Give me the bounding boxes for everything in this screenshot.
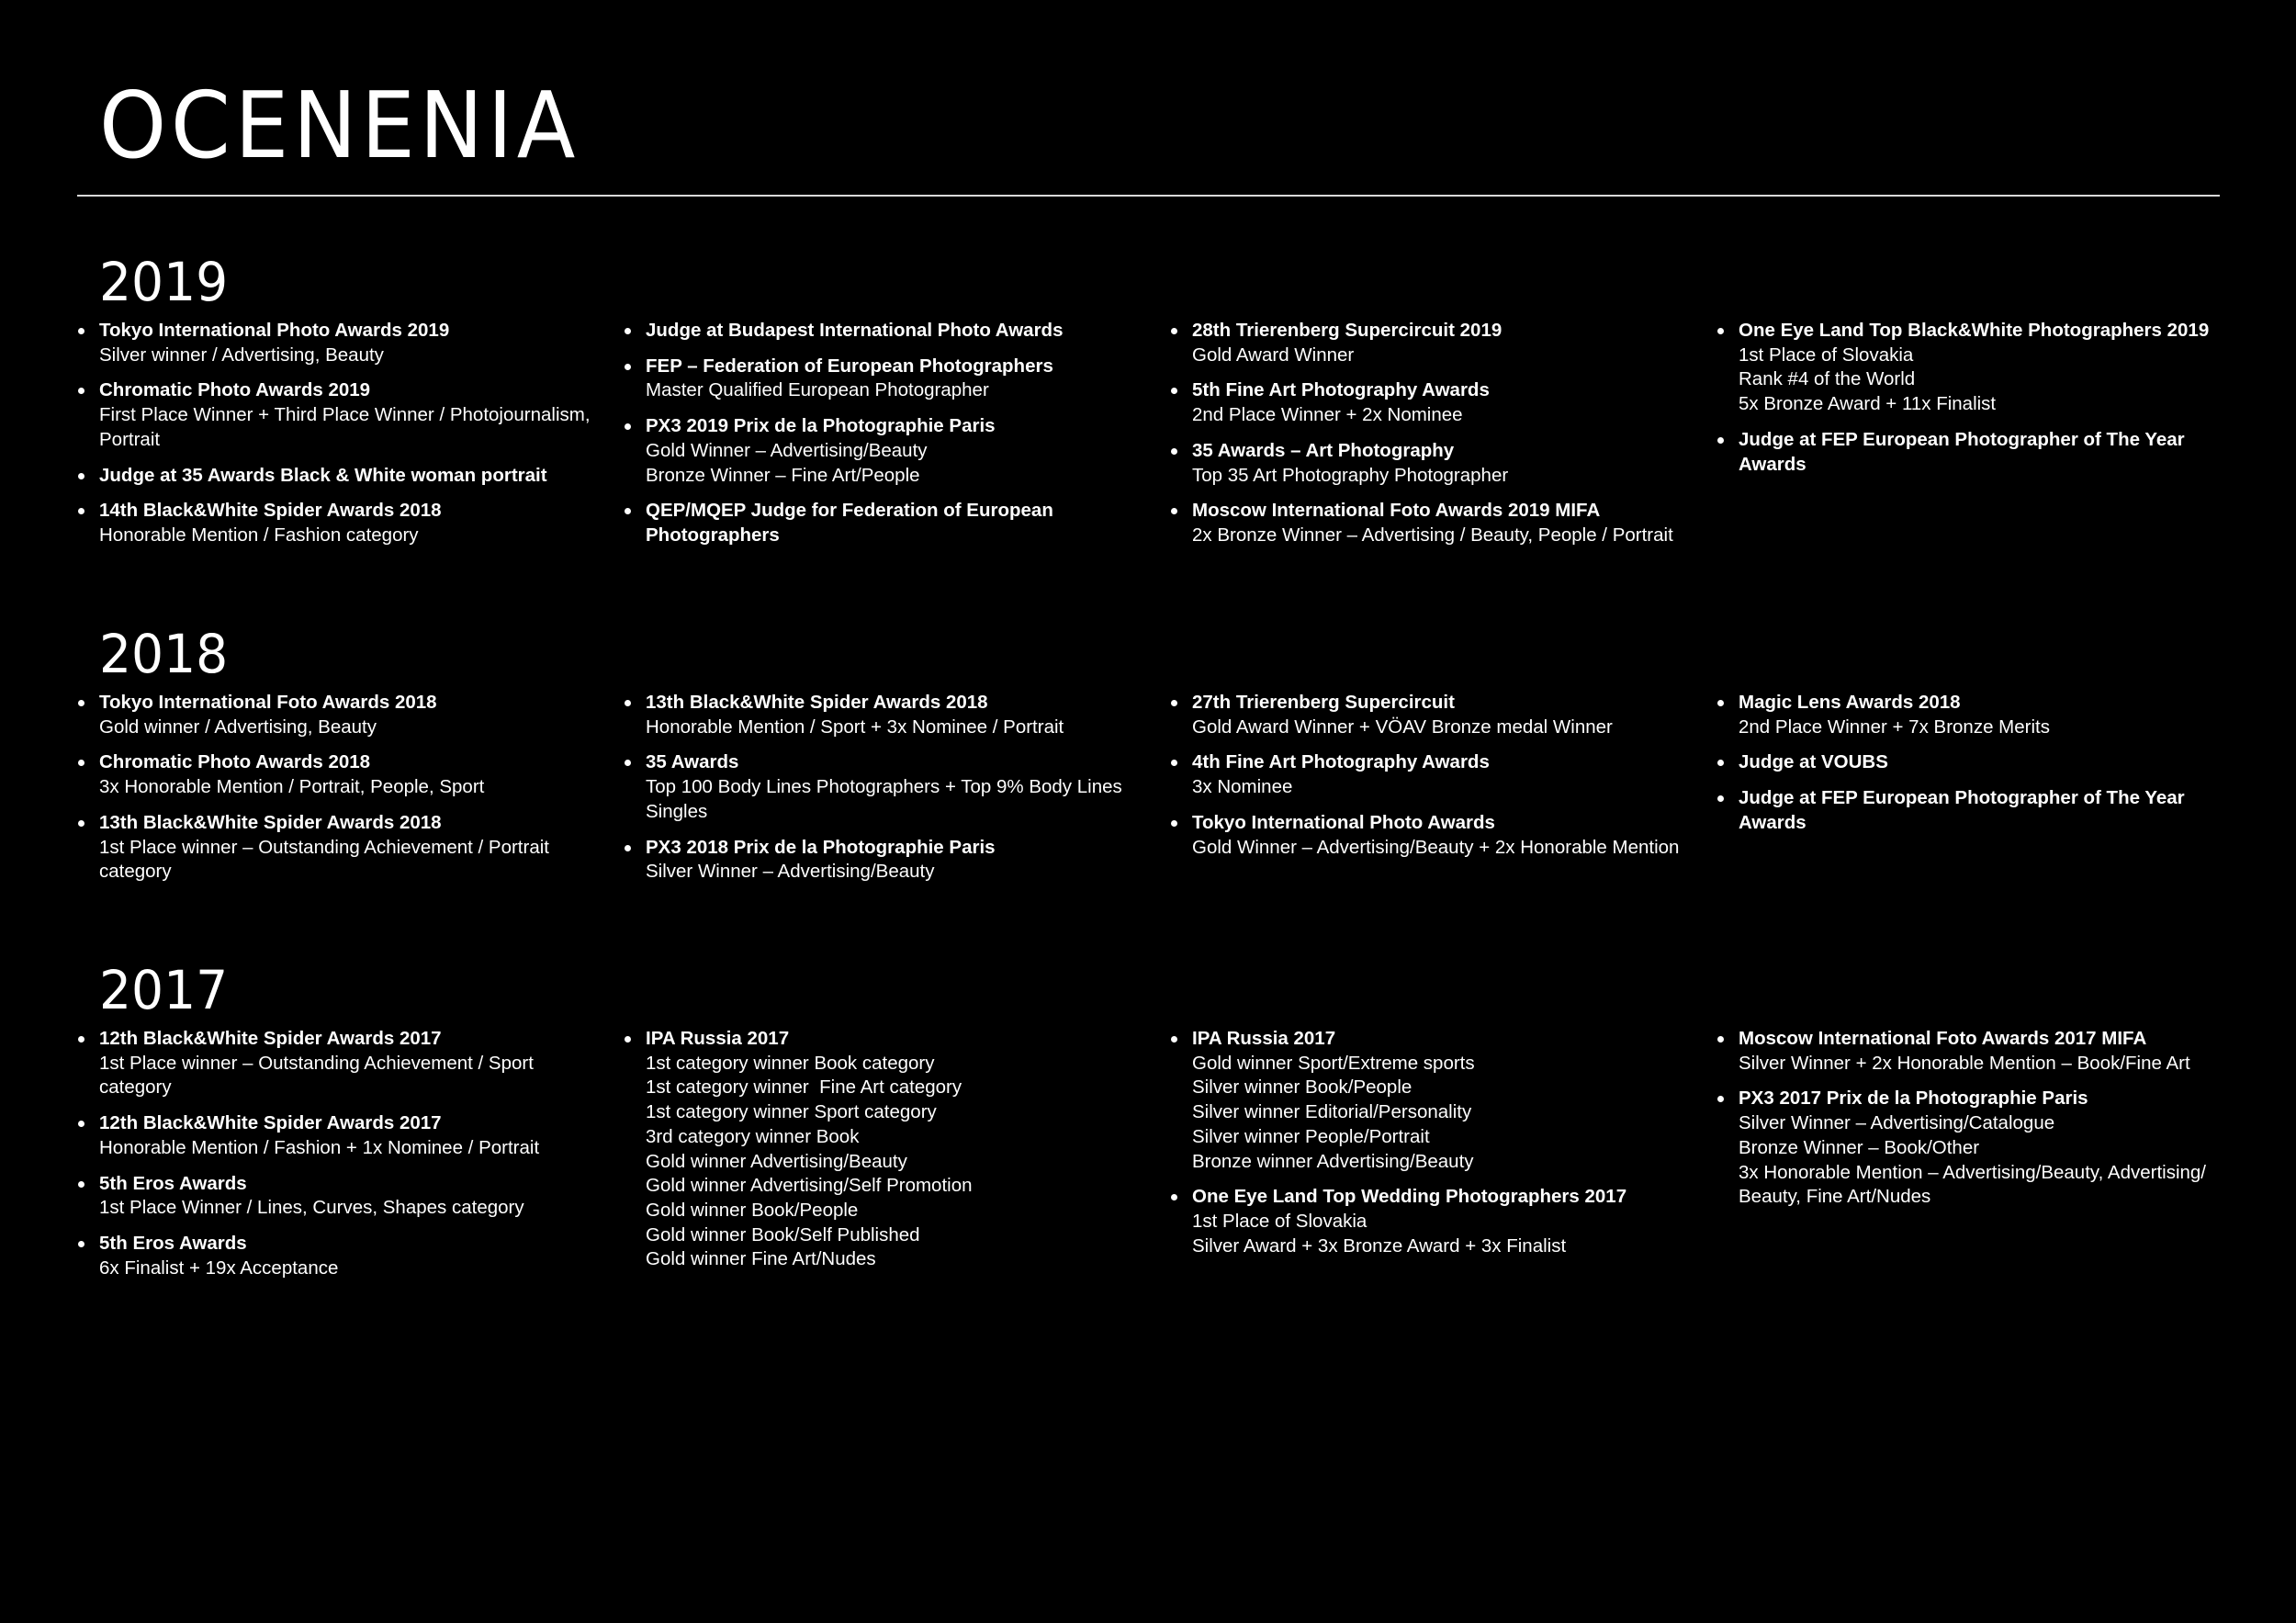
award-detail: 1st Place Winner / Lines, Curves, Shapes category — [99, 1197, 524, 1219]
award-detail: 2x Bronze Winner – Advertising / Beauty, People / Portrait — [1192, 524, 1673, 546]
award-entry — [1716, 1087, 2249, 1210]
award-detail: Silver Winner – Advertising/Beauty — [646, 861, 935, 883]
award-detail: Honorable Mention / Sport + 3x Nominee / Portrait — [646, 716, 1064, 738]
award-detail: 1st Place winner – Outstanding Achievement / Portrait category — [99, 836, 555, 883]
bullet-icon — [78, 473, 84, 479]
bullet-icon — [1717, 760, 1724, 766]
award-entry — [1170, 811, 1703, 860]
awards-column — [1716, 691, 2249, 847]
award-detail: Honorable Mention / Fashion category — [99, 524, 419, 546]
bullet-icon — [78, 760, 84, 766]
year-heading: 2018 — [99, 623, 229, 685]
award-entry — [1716, 691, 2249, 739]
bullet-icon — [1171, 388, 1177, 394]
award-title: PX3 2018 Prix de la Photographie Paris — [646, 836, 996, 858]
award-title: 5th Eros Awards — [99, 1172, 247, 1194]
year-heading: 2019 — [99, 251, 229, 313]
bullet-icon — [1171, 508, 1177, 514]
bullet-icon — [1171, 700, 1177, 706]
award-title: Chromatic Photo Awards 2018 — [99, 751, 371, 773]
bullet-icon — [78, 328, 84, 334]
award-title: Moscow International Foto Awards 2017 MIFA — [1739, 1028, 2147, 1049]
award-entry — [1170, 499, 1703, 547]
award-title: 28th Trierenberg Supercircuit 2019 — [1192, 320, 1503, 341]
award-title: Tokyo International Foto Awards 2018 — [99, 692, 437, 713]
award-entry — [77, 691, 610, 739]
award-entry — [624, 414, 1156, 488]
award-detail: Gold winner Sport/Extreme sports Silver winner Book/People Silver winner Editorial/Personality Silver winner People/Portrait Bronze winner Advertising/Beauty — [1192, 1052, 1475, 1172]
award-detail: Honorable Mention / Fashion + 1x Nominee / Portrait — [99, 1136, 540, 1158]
bullet-icon — [1171, 328, 1177, 334]
award-entry — [77, 1027, 610, 1100]
award-title: PX3 2019 Prix de la Photographie Paris — [646, 415, 996, 437]
award-detail: 6x Finalist + 19x Acceptance — [99, 1257, 339, 1279]
bullet-icon — [1171, 1194, 1177, 1200]
bullet-icon — [625, 700, 631, 706]
bullet-icon — [625, 760, 631, 766]
award-detail: Gold Winner – Advertising/Beauty + 2x Honorable Mention — [1192, 836, 1680, 858]
award-entry — [77, 811, 610, 885]
award-entry — [1716, 319, 2249, 417]
award-detail: Gold Award Winner + VÖAV Bronze medal Winner — [1192, 716, 1613, 738]
award-entry — [1170, 750, 1703, 799]
bullet-icon — [1717, 795, 1724, 802]
awards-column — [1716, 319, 2249, 488]
award-title: Judge at VOUBS — [1739, 751, 1888, 773]
award-detail: Gold winner / Advertising, Beauty — [99, 716, 377, 738]
award-title: Judge at FEP European Photographer of The Year Awards — [1739, 428, 2189, 475]
award-title: Tokyo International Photo Awards — [1192, 811, 1495, 833]
award-entry — [77, 1172, 610, 1221]
award-entry — [1170, 691, 1703, 739]
awards-column — [77, 319, 610, 559]
bullet-icon — [625, 508, 631, 514]
award-title: Judge at 35 Awards Black & White woman portrait — [99, 464, 547, 486]
bullet-icon — [78, 388, 84, 394]
bullet-icon — [1717, 1036, 1724, 1043]
bullet-icon — [1171, 820, 1177, 827]
award-detail: 1st Place winner – Outstanding Achievement / Sport category — [99, 1052, 539, 1099]
bullet-icon — [1171, 760, 1177, 766]
title-divider — [77, 195, 2220, 197]
award-title: 5th Eros Awards — [99, 1232, 247, 1254]
award-title: 13th Black&White Spider Awards 2018 — [99, 811, 442, 833]
award-title: 35 Awards — [646, 751, 739, 773]
bullet-icon — [78, 508, 84, 514]
award-title: 4th Fine Art Photography Awards — [1192, 751, 1490, 773]
award-entry — [77, 499, 610, 547]
bullet-icon — [625, 364, 631, 370]
award-detail: 2nd Place Winner + 2x Nominee — [1192, 404, 1463, 426]
award-detail: Gold Winner – Advertising/Beauty Bronze Winner – Fine Art/People — [646, 439, 928, 486]
award-title: 35 Awards – Art Photography — [1192, 439, 1455, 461]
award-entry — [1716, 428, 2249, 477]
year-heading: 2017 — [99, 959, 229, 1021]
awards-column — [77, 1027, 610, 1291]
award-title: IPA Russia 2017 — [1192, 1028, 1336, 1049]
award-detail: Gold Award Winner — [1192, 344, 1355, 366]
award-title: 13th Black&White Spider Awards 2018 — [646, 692, 988, 713]
award-entry — [1716, 750, 2249, 775]
award-detail: 3x Honorable Mention / Portrait, People, Sport — [99, 776, 485, 798]
award-title: Moscow International Foto Awards 2019 MIFA — [1192, 500, 1601, 522]
awards-column — [624, 1027, 1156, 1283]
award-title: Magic Lens Awards 2018 — [1739, 692, 1961, 713]
award-title: 27th Trierenberg Supercircuit — [1192, 692, 1455, 713]
awards-column — [1170, 1027, 1703, 1269]
award-entry — [77, 1232, 610, 1280]
award-entry — [624, 319, 1156, 344]
awards-column — [1716, 1027, 2249, 1221]
bullet-icon — [1717, 437, 1724, 444]
award-detail: Top 35 Art Photography Photographer — [1192, 464, 1509, 486]
award-entry — [624, 355, 1156, 403]
awards-column — [77, 691, 610, 896]
bullet-icon — [78, 1181, 84, 1188]
award-title: One Eye Land Top Black&White Photographers 2019 — [1739, 320, 2210, 341]
award-entry — [1170, 439, 1703, 488]
award-entry — [1170, 1027, 1703, 1174]
award-detail: Silver Winner + 2x Honorable Mention – Book/Fine Art — [1739, 1052, 2190, 1074]
award-entry — [77, 319, 610, 367]
bullet-icon — [1717, 1096, 1724, 1102]
bullet-icon — [78, 1241, 84, 1247]
award-detail: 2nd Place Winner + 7x Bronze Merits — [1739, 716, 2050, 738]
award-title: Judge at FEP European Photographer of The Year Awards — [1739, 787, 2189, 833]
bullet-icon — [78, 820, 84, 827]
award-detail: Top 100 Body Lines Photographers + Top 9% Body Lines Singles — [646, 776, 1122, 822]
award-entry — [624, 750, 1156, 824]
awards-column — [624, 319, 1156, 559]
award-entry — [1170, 1185, 1703, 1258]
awards-column — [1170, 319, 1703, 559]
bullet-icon — [78, 1121, 84, 1127]
award-entry — [624, 499, 1156, 547]
award-title: 14th Black&White Spider Awards 2018 — [99, 500, 442, 522]
bullet-icon — [1717, 700, 1724, 706]
award-title: Judge at Budapest International Photo Awards — [646, 320, 1064, 341]
award-title: 12th Black&White Spider Awards 2017 — [99, 1112, 442, 1134]
award-detail: 1st Place of Slovakia Rank #4 of the World 5x Bronze Award + 11x Finalist — [1739, 344, 1997, 415]
award-title: FEP – Federation of European Photographers — [646, 355, 1053, 377]
award-title: 5th Fine Art Photography Awards — [1192, 379, 1490, 401]
award-detail: Silver Winner – Advertising/Catalogue Bronze Winner – Book/Other 3x Honorable Mention – Advertising/Beauty, Advertising/ Beauty, Fine Art/Nudes — [1739, 1112, 2206, 1208]
bullet-icon — [625, 845, 631, 851]
page-title: OCENENIA — [99, 72, 580, 179]
awards-column — [1170, 691, 1703, 871]
award-title: IPA Russia 2017 — [646, 1028, 790, 1049]
award-title: 12th Black&White Spider Awards 2017 — [99, 1028, 442, 1049]
award-title: QEP/MQEP Judge for Federation of European Photographers — [646, 500, 1053, 546]
award-entry — [1716, 1027, 2249, 1076]
bullet-icon — [625, 328, 631, 334]
award-entry — [1716, 786, 2249, 835]
award-entry — [77, 750, 610, 799]
bullet-icon — [1717, 328, 1724, 334]
award-detail: 3x Nominee — [1192, 776, 1293, 798]
award-detail: Master Qualified European Photographer — [646, 379, 989, 401]
award-title: One Eye Land Top Wedding Photographers 2017 — [1192, 1186, 1627, 1208]
bullet-icon — [625, 1036, 631, 1043]
awards-column — [624, 691, 1156, 896]
bullet-icon — [1171, 1036, 1177, 1043]
award-entry — [77, 1111, 610, 1160]
award-entry — [77, 464, 610, 489]
award-detail: 1st Place of Slovakia Silver Award + 3x Bronze Award + 3x Finalist — [1192, 1210, 1567, 1257]
award-detail: Silver winner / Advertising, Beauty — [99, 344, 384, 366]
bullet-icon — [78, 700, 84, 706]
bullet-icon — [625, 423, 631, 430]
award-entry — [1170, 378, 1703, 427]
award-entry — [1170, 319, 1703, 367]
bullet-icon — [78, 1036, 84, 1043]
award-detail: 1st category winner Book category 1st category winner Fine Art category 1st category winner Sport category 3rd category winner Book Gold winner Advertising/Beauty Gold winner Advertising/Self Promotion Gold winner Book/People Gold winner Book/Self Published Gold winner Fine Art/Nudes — [646, 1052, 973, 1270]
award-title: PX3 2017 Prix de la Photographie Paris — [1739, 1088, 2088, 1110]
award-entry — [624, 836, 1156, 885]
award-title: Tokyo International Photo Awards 2019 — [99, 320, 450, 341]
award-title: Chromatic Photo Awards 2019 — [99, 379, 371, 401]
award-detail: First Place Winner + Third Place Winner / Photojournalism, Portrait — [99, 404, 591, 450]
award-entry — [77, 378, 610, 452]
award-entry — [624, 1027, 1156, 1272]
bullet-icon — [1171, 448, 1177, 455]
award-entry — [624, 691, 1156, 739]
